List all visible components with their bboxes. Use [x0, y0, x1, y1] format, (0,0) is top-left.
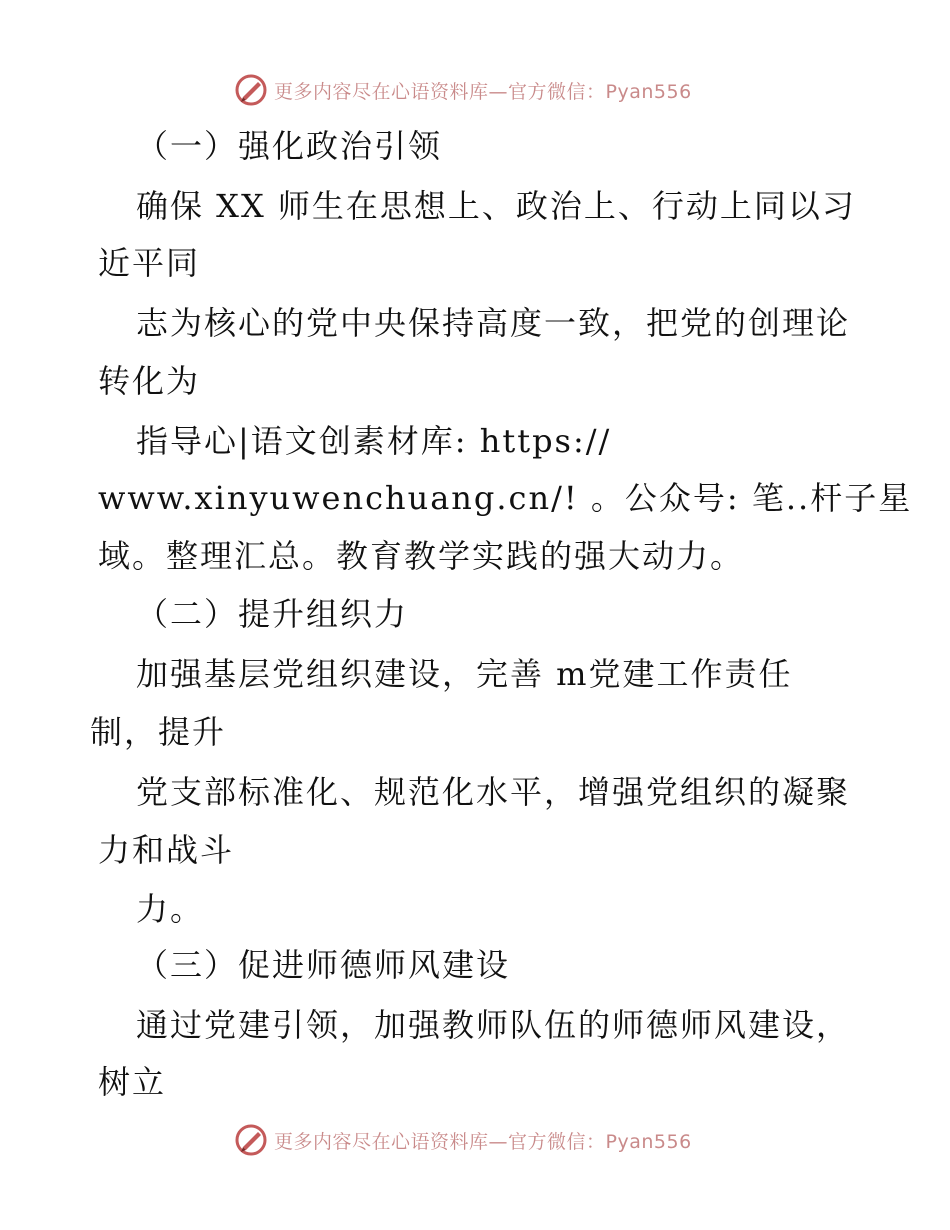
- paragraph-line: 指导心|语文创素材库: https://: [136, 422, 612, 460]
- paragraph-line: 域。整理汇总。教育教学实践的强大动力。: [98, 537, 745, 575]
- paragraph-line: 树立: [98, 1063, 167, 1101]
- watermark-text: 更多内容尽在心语资料库—官方微信：Pyan556: [274, 80, 692, 103]
- paragraph-line: 转化为: [98, 362, 201, 400]
- paragraph-line: 近平同: [98, 244, 201, 282]
- watermark-text: 更多内容尽在心语资料库—官方微信：Pyan556: [274, 1130, 692, 1153]
- footer-watermark: [234, 1120, 754, 1160]
- paragraph-line: 志为核心的党中央保持高度一致，把党的创理论: [136, 304, 851, 342]
- logo-icon: [234, 1123, 268, 1157]
- paragraph-line: 加强基层党组织建设，完善 m党建工作责任: [136, 655, 793, 693]
- paragraph-line: 确保 XX 师生在思想上、政治上、行动上同以习: [136, 187, 856, 225]
- paragraph-line: 制，提升: [90, 713, 227, 751]
- paragraph-line: 力和战斗: [98, 831, 235, 869]
- paragraph-line: www.xinyuwenchuang.cn/! 。公众号: 笔..杆子星: [98, 479, 913, 517]
- paragraph-line: 党支部标准化、规范化水平，增强党组织的凝聚: [136, 773, 851, 811]
- header-watermark: [234, 70, 754, 110]
- heading-2: （二）提升组织力: [136, 595, 409, 633]
- logo-icon: [234, 73, 268, 107]
- paragraph-line: 通过党建引领，加强教师队伍的师德师风建设，: [136, 1006, 851, 1044]
- heading-3: （三）促进师德师风建设: [136, 946, 511, 984]
- paragraph-line: 力。: [136, 890, 205, 928]
- heading-1: （一）强化政治引领: [136, 127, 443, 165]
